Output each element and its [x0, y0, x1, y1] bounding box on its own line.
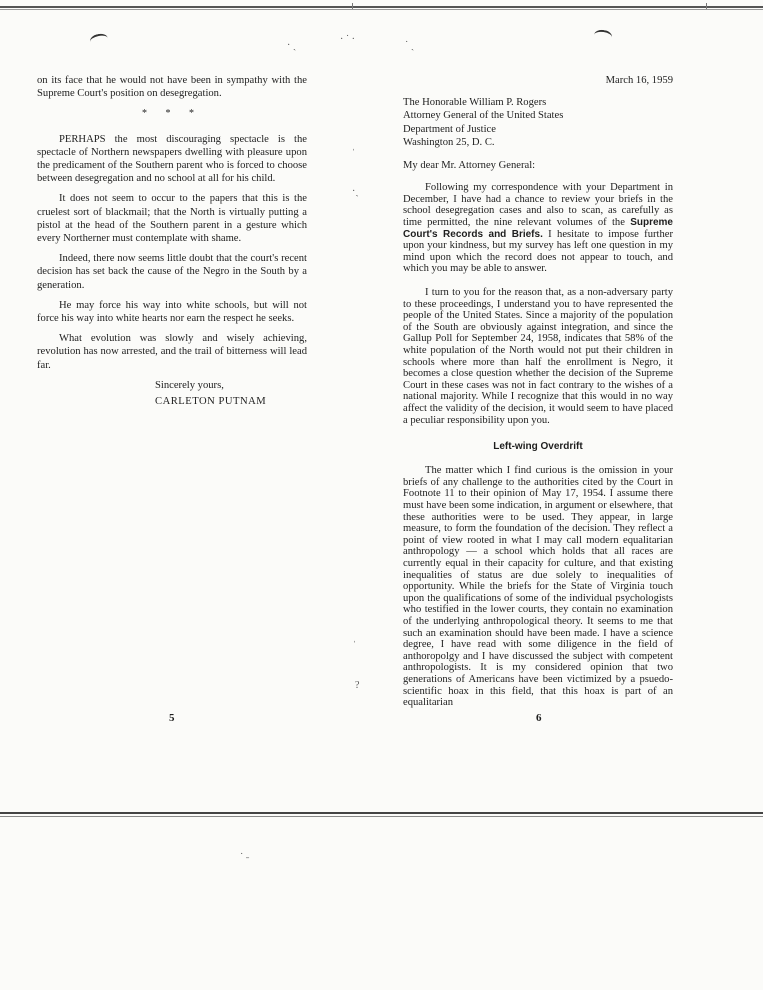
left-paragraph: Indeed, there now seems little doubt that the court's recent decision has set back the cause of the Negro in the South by a generation.	[37, 253, 307, 291]
right-paragraph: The matter which I find curious is the omission in your briefs of any challenge to the authorities cited by the Court in Footnote 11 to their opinion of May 17, 1954. I assume there must have been some indication, in argument or elsewhere, that these authorities were to be used. They appear, in large measure, to form the foundation of the decision. They reflect a point of view rooted in what I may call modern equalitarian anthropology — a school which holds that all races are currently equal in their capacity for culture, and that existing inequalities of status are due solely to inequalities of opportunity. While the briefs for the State of Virginia touch upon the qualifications of some of the individual psychologists who testified in the lower courts, they contain no examination of the underlying anthropological theory. It seems to me that such an examination should have been made. I have a science degree, I have read with some diligence in the field of anthoropolgy and I have discussed the subject with competent anthropologists. It is my considered opinion that two generations of Americans have been victimized by a psuedo-scientific hoax in this field, that this hoax is part of an equalitarian	[403, 465, 673, 709]
scan-speck: · ˙ ·	[340, 34, 355, 45]
address-line: The Honorable William P. Rogers	[403, 97, 547, 109]
section-heading: Left-wing Overdrift	[493, 441, 583, 453]
page-number-right: 6	[536, 712, 542, 724]
corner-mark-left	[89, 32, 109, 47]
scan-speck: ˈ	[353, 640, 357, 651]
right-column	[403, 74, 673, 716]
address-line: Attorney General of the United States	[403, 110, 564, 122]
letter-date: March 16, 1959	[605, 75, 673, 86]
right-paragraph	[403, 182, 673, 275]
scan-speck: ˙ ˗	[240, 852, 250, 863]
address-line: Department of Justice	[403, 123, 496, 135]
bottom-scan-rule-thin	[0, 816, 763, 817]
left-column	[37, 74, 307, 408]
scan-speck: · ˏ	[287, 40, 297, 51]
left-paragraph-continued: on its face that he would not have been in sympathy with the Supreme Court's position on desegregation.	[37, 75, 307, 100]
recipient-address	[403, 96, 673, 149]
scan-tick-mark	[352, 3, 353, 9]
paragraph-text: Following my correspondence with your Department in December, I have had a chance to review your briefs in the school desegregation cases and also to scan, as carefully as time permitted, the nine relevant volumes of the	[403, 182, 673, 228]
left-paragraph: PERHAPS the most discouraging spectacle is the spectacle of Northern newspapers dwelling with pleasure upon the predicament of the Southern parent who is forced to choose between desegregation and no school at all for his child.	[37, 133, 307, 185]
right-paragraph: I turn to you for the reason that, as a non-adversary party to these proceedings, I understand you to have represented the people of the United States. Since a majority of the population of the South are obviously against integration, and since the Gallup Poll for September 24, 1958, indicates that 58% of the white population of the North would not put their children in schools where more than half the enrollment is Negro, it becomes a close question whether the decision of the Supreme Court in these cases was not in fact contrary to the wishes of a national majority. While I recognize that this would in no way affect the validity of the decision, it would seem to have placed a peculiar responsibility upon you.	[403, 286, 673, 426]
scan-tick-mark	[706, 3, 707, 9]
scan-speck: ?	[355, 680, 360, 691]
top-scan-rule	[0, 6, 763, 8]
section-break-stars: * * *	[142, 108, 202, 120]
paragraph-text: I hesitate to impose further upon your kindness, but my survey has left one question in my mind upon which the record does not appear to touch, and which you may be able to answer.	[403, 228, 673, 275]
letter-signature: CARLETON PUTNAM	[155, 396, 267, 408]
bottom-scan-rule	[0, 812, 763, 814]
scan-speck: ˙ ˏ	[405, 40, 415, 51]
bold-reference: Supreme Court's Records and Briefs.	[403, 217, 673, 240]
letter-closing: Sincerely yours,	[155, 379, 224, 391]
scan-speck: ˈ	[352, 148, 356, 159]
top-scan-rule-thin	[0, 9, 763, 10]
page-number-left: 5	[169, 712, 175, 724]
left-paragraph: He may force his way into white schools, but will not force his way into white hearts nor earn the respect he seeks.	[37, 299, 307, 325]
left-paragraph: It does not seem to occur to the papers that this is the cruelest sort of blackmail; that the North is virtually putting a pistol at the head of the Southern parent in a gesture which every Northerner must contemplate with shame.	[37, 193, 307, 245]
salutation: My dear Mr. Attorney General:	[403, 160, 536, 172]
address-line: Washington 25, D. C.	[403, 136, 495, 148]
scan-speck: ·ˏ	[352, 186, 359, 197]
corner-mark-right	[593, 29, 612, 43]
left-paragraph: What evolution was slowly and wisely achieving, revolution has now arrested, and the trail of bitterness will lead far.	[37, 333, 307, 371]
